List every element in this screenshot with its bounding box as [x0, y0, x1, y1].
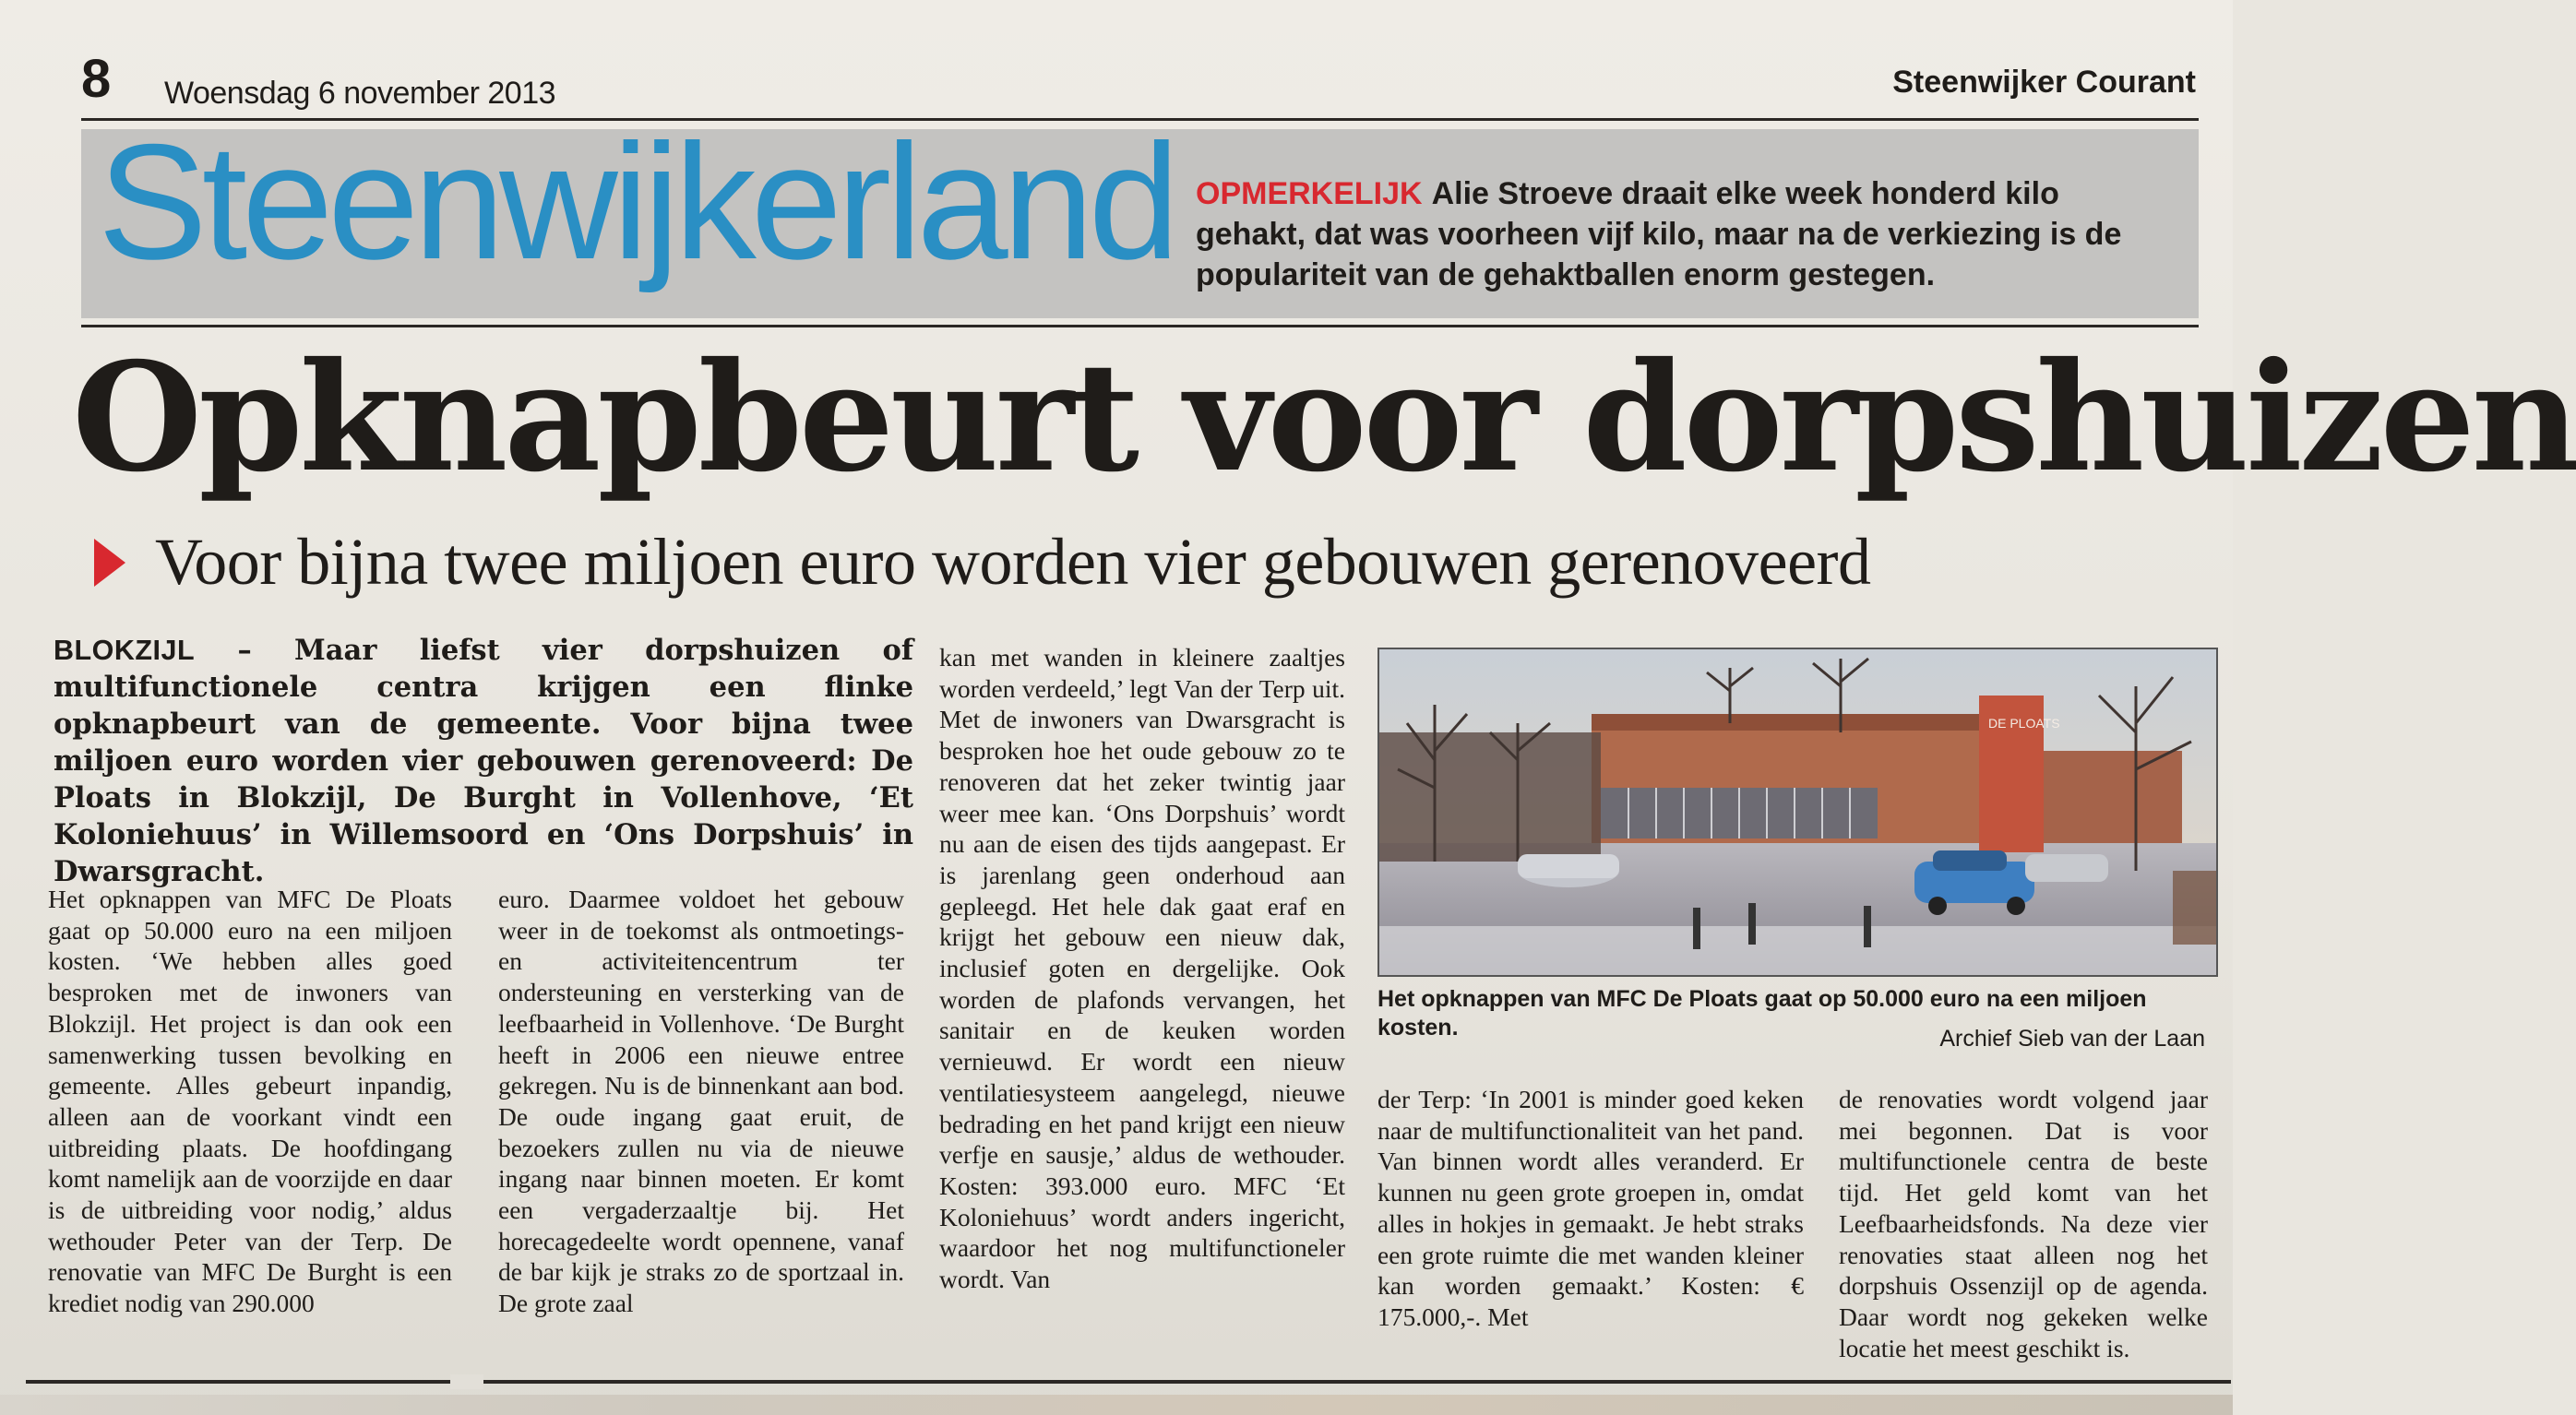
building-sign: DE PLOATS — [1988, 716, 2060, 731]
teaser-tag: OPMERKELIJK — [1196, 176, 1423, 211]
section-banner — [81, 110, 2199, 318]
article-lead — [54, 632, 913, 890]
banner-rule — [81, 325, 2199, 327]
page-date: Woensdag 6 november 2013 — [164, 76, 556, 111]
article-column-2: euro. Daarmee voldoet het gebouw weer in de toekomst als ontmoetings- en activiteitencentrum ter ondersteuning en versterking van de leefbaarheid in Vollenhove. ‘De Burght heeft in 2006 een nieuwe entree gekregen. Nu is de binnenkant aan bod. De oude ingang gaat eruit, de bezoekers zullen nu via de nieuwe ingang naar binnen moeten. Er komt een vergaderzaaltje bij. Het horecagedeelte wordt opennene, vanaf de bar kijk je straks zo de sportzaal in. De grote zaal — [498, 885, 904, 1318]
article-column-4: der Terp: ‘In 2001 is minder goed keken naar de multifunctionaliteit van het pand. Van binnen wordt alles veranderd. Er kunnen nu geen grote groepen in, omdat alles in hokjes in gemaakt. Je hebt straks een grote ruimte die met wanden kleiner kan worden gemaakt.’ Kosten: € 175.000,-. Met — [1377, 1085, 1804, 1331]
photo-credit: Archief Sieb van der Laan — [1939, 1026, 2205, 1052]
lead-text: – Maar liefst vier dorpshuizen of multifunctionele centra krijgen een flinke opknapbeurt van de gemeente. Voor bijna twee miljoen euro worden vier gebouwen gerenoveerd: De Ploats in Blokzijl, De Burght in Vollenhove, ‘Et Koloniehuus’ in Willemsoord en ‘Ons Dorpshuis’ in Dwarsgracht. — [54, 634, 913, 888]
triangle-bullet-icon — [94, 539, 125, 587]
article-subheadline: Voor bijna twee miljoen euro worden vier gebouwen gerenoveerd — [155, 525, 1871, 599]
dateline: BLOKZIJL — [54, 635, 196, 666]
photo-caption: Het opknappen van MFC De Ploats gaat op 50.000 euro na een miljoen kosten. — [1377, 986, 2147, 1040]
article-column-3: kan met wanden in kleinere zaaltjes worden verdeeld,’ legt Van der Terp uit. Met de inwoners van Dwarsgracht is besproken hoe het oude gebouw zo te renoveren dat het zeker twintig jaar weer mee kan. ‘Ons Dorpshuis’ wordt nu aan de eisen des tijds aangepast. Er is jarenlang geen onderhoud aan gepleegd. Het hele dak gaat eraf en krijgt het gebouw een nieuw dak, inclusief goten en dergelijke. Ook worden de plafonds vervangen, het sanitair en de keuken worden vernieuwd. Er wordt een nieuw ventilatiesysteem aangelegd, nieuwe bedrading en het pand krijgt een nieuw verfje en sausje,’ aldus de wethouder. Kosten: 393.000 euro. MFC ‘Et Koloniehuus’ wordt anders ingericht, waardoor het nog multifunctioneler wordt. Van — [939, 643, 1345, 1294]
article-photo — [1377, 648, 2218, 977]
section-title: Steenwijkerland — [98, 110, 1175, 293]
advertisement-strip — [0, 1395, 2233, 1415]
article-column-5: de renovaties wordt volgend jaar mei begonnen. Dat is voor multifunctionele centra de beste tijd. Het geld komt van het Leefbaarheidsfonds. Na deze vier renovaties staat alleen nog het dorpshuis Ossenzijl op de agenda. Daar wordt nog gekeken welke locatie het meest geschikt is. — [1839, 1085, 2208, 1362]
teaser-text: Alie Stroeve draait elke week honderd kilo gehakt, dat was voorheen vijf kilo, maar na de verkiezing is de populariteit van de gehaktballen enorm gestegen. — [1196, 176, 2122, 292]
newspaper-name: Steenwijker Courant — [1892, 65, 2196, 100]
bottom-rule — [26, 1380, 2231, 1384]
page-number: 8 — [81, 49, 112, 109]
teaser — [1196, 173, 2174, 295]
mfc-building-photo — [1379, 649, 2216, 975]
rule-gap — [450, 1374, 483, 1389]
article-headline: Opknapbeurt voor dorpshuizen — [72, 330, 2576, 505]
article-column-1: Het opknappen van MFC De Ploats gaat op 50.000 euro na een miljoen kosten. ‘We hebben alles goed besproken met de inwoners van Blokzijl. Het project is dan ook een samenwerking tussen bevolking en gemeente. Alles gebeurt inpandig, alleen aan de voorkant vindt een uitbreiding plaats. De hoofdingang komt namelijk aan de voorzijde en daar is de uitbreiding voor nodig,’ aldus wethouder Peter van der Terp. De renovatie van MFC De Burght is een krediet nodig van 290.000 — [48, 885, 452, 1318]
